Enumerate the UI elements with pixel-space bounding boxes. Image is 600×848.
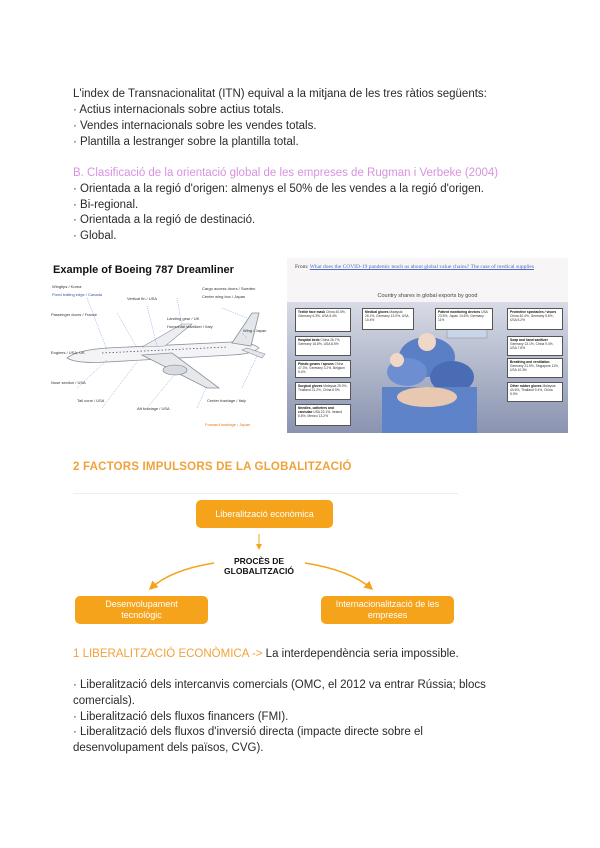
export-share-box: Medical gloves Malaysia 26.1%, Germany 13.0%, USA 10.4% (362, 308, 414, 330)
boeing-label: Aft fuselage / USA (137, 406, 170, 411)
liberalization-bullet: · Liberalització dels intercanvis comercials (OMC, el 2012 va entrar Rússia; blocs (73, 679, 486, 691)
itn-bullet: · Plantilla a lestranger sobre la plantilla total. (73, 136, 299, 148)
itn-definition: L'index de Transnacionalitat (ITN) equival a la mitjana de les tres ràtios següents: (73, 88, 487, 100)
boeing-label: Passenger doors / France (51, 312, 98, 317)
itn-bullet: · Vendes internacionals sobre les vendes totals. (73, 120, 317, 132)
export-share-box: Patient monitoring devices USA 23.5%, Japan 14.6%, Germany 11% (435, 308, 493, 330)
itn-bullet: · Actius internacionals sobre actius totals. (73, 104, 284, 116)
export-share-box: Soap and hand sanitizer Germany 13.1%, China 9.4%, USA 7.8% (507, 336, 563, 356)
export-share-box: Surgical gloves Malaysia 25.0%, Thailand 21.2%, China 6.5% (295, 382, 351, 400)
boeing-label: Center fuselage / Italy (207, 398, 246, 403)
source-citation: From: What does the COVID-19 pandemic teach us about global value chains? The case of medical supplies (295, 264, 534, 270)
export-share-box: Plastic gowns / aprons China 47.3%, Germany 3.2%, Belgium 5.4% (295, 360, 351, 378)
globalization-process-label: PROCÈS DE GLOBALITZACIÓ (224, 556, 294, 576)
internationalization-box: Internacionalització de les empreses (321, 596, 454, 624)
boeing-label: Landing gear / UK (167, 316, 200, 321)
boeing-label: Nose section / USA (51, 380, 86, 385)
boeing-label: Cargo access doors / Sweden (202, 286, 256, 291)
export-share-box: Hospital beds China 26.7%, Germany 16.8%, USA 8.5% (295, 336, 351, 356)
chart-title: Country shares in global exports by good (377, 293, 478, 299)
classification-bullet: · Global. (73, 230, 117, 242)
classification-bullet: · Orientada a la regió de destinació. (73, 214, 256, 226)
export-share-box: Needles, catheters and cannulae USA 22.1%, Ireland 8.8%, Mexico 13.2% (295, 404, 351, 426)
boeing-label: Wing / Japan (243, 328, 267, 333)
tech-development-box: Desenvolupament tecnològic (75, 596, 208, 624)
boeing-label: Wingtips / Korea (52, 284, 82, 289)
boeing-title: Example of Boeing 787 Dreamliner (53, 264, 234, 276)
boeing-label: Center wing box / Japan (202, 294, 246, 299)
liberalization-bullet: · Liberalització dels fluxos financers (FMI). (73, 711, 289, 723)
section-title: 2 FACTORS IMPULSORS DE LA GLOBALITZACIÓ (73, 461, 352, 473)
export-share-box: Other rubber gloves Malaysia 40.6%, Thailand 9.4%, China 5.9% (507, 382, 563, 402)
liberalization-box: Liberalització econòmica (196, 500, 333, 528)
liberalization-heading: 1 LIBERALITZACIÓ ECONÒMICA -> La interdependència seria impossible. (73, 648, 459, 660)
export-share-box: Textile face mask China 40.5%, Germany 6.3%, USA 5.4% (295, 308, 351, 332)
boeing-label: Vertical fin / USA (127, 296, 158, 301)
boeing-label: Engines / USA, UK (51, 350, 85, 355)
boeing-label: Tail cone / USA (77, 398, 105, 403)
classification-heading: B. Clasificació de la orientació global de les empreses de Rugman i Verbeke (2004) (73, 167, 499, 179)
export-share-box: Breathing and ventilation Germany 21.5%, Singapore 11%, USA 10.3% (507, 358, 563, 378)
classification-bullet: · Orientada a la regió d'origen: almenys el 50% de les vendes a la regió d'origen. (73, 183, 484, 195)
classification-bullet: · Bi-regional. (73, 199, 139, 211)
liberalization-bullet-cont: desenvolupament dels països, CVG). (73, 742, 264, 754)
boeing-label: Fixed trailing edge / Canada (52, 292, 103, 297)
source-link[interactable]: What does the COVID-19 pandemic teach us about global value chains? The case of medical supplies (309, 264, 534, 270)
liberalization-bullet: · Liberalització dels fluxos d'inversió directa (impacte directe sobre el (73, 726, 423, 738)
export-share-box: Protective spectacles / visors China 40.4%, Germany 5.6%, USA 5.2% (507, 308, 563, 330)
liberalization-bullet-cont: comercials). (73, 695, 135, 707)
boeing-label: Horizontal stabilizer / Italy (167, 324, 213, 329)
boeing-label: Forward fuselage / Japan (205, 422, 251, 427)
